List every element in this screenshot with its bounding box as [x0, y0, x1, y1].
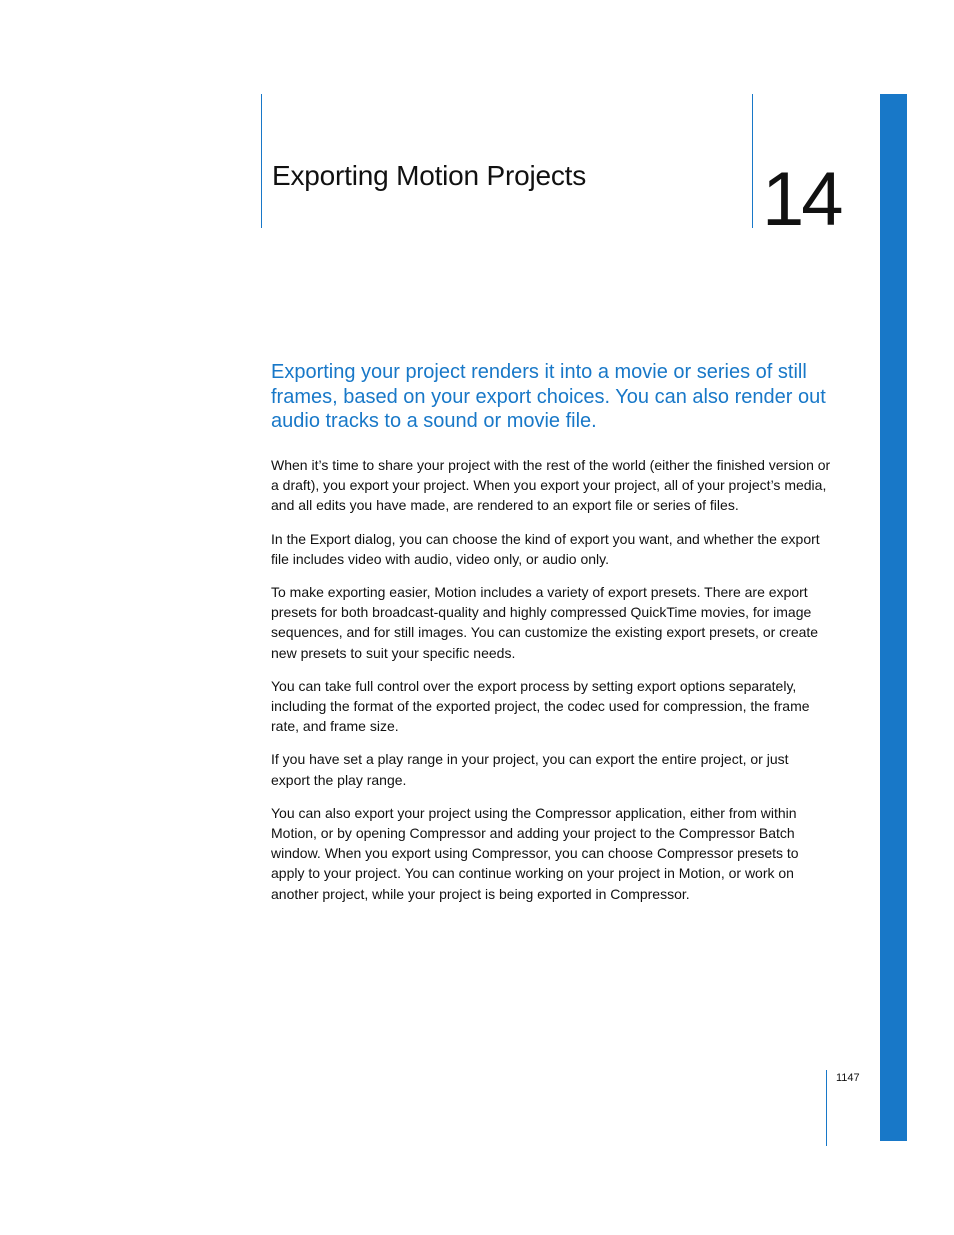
- paragraph-3: To make exporting easier, Motion includes a variety of export presets. There are export presets for both broadcast-quality and highly compressed QuickTime movies, for image sequences, and for still images. You can customize the existing export presets, or create new presets to suit your specific needs.: [271, 584, 819, 661]
- page-number-rule: [826, 1070, 827, 1146]
- paragraph-6: You can also export your project using the Compressor application, either from within Motion, or by opening Compressor and adding your project to the Compressor Batch window. When you export using Compressor, you can choose Compressor presets to apply to your project. You can continue working on your project in Motion, or work on another project, while your project is being exported in Compressor.: [271, 804, 799, 902]
- title-rule-left: [261, 94, 262, 228]
- paragraph-2: In the Export dialog, you can choose the kind of export you want, and whether the export file includes video with audio, video only, or audio only.: [271, 530, 820, 567]
- chapter-number: 14: [762, 157, 841, 242]
- page-number: 1147: [836, 1072, 860, 1084]
- paragraph-4: You can take full control over the export process by setting export options separately, including the format of the exported project, the codec used for compression, the frame rate, and frame size.: [271, 677, 810, 735]
- number-rule: [752, 94, 753, 228]
- chapter-title: Exporting Motion Projects: [272, 160, 587, 191]
- chapter-side-tab: [880, 94, 907, 1141]
- chapter-intro: Exporting your project renders it into a movie or series of still frames, based on your export choices. You can also render out audio tracks to a sound or movie file.: [271, 361, 826, 432]
- paragraph-1: When it’s time to share your project with the rest of the world (either the finished version or a draft), you export your project. When you export your project, all of your project’s media, and all edits you have made, are rendered to an export file or series of files.: [271, 457, 831, 514]
- body-text: [271, 455, 831, 917]
- paragraph-5: If you have set a play range in your project, you can export the entire project, or just export the play range.: [271, 751, 789, 788]
